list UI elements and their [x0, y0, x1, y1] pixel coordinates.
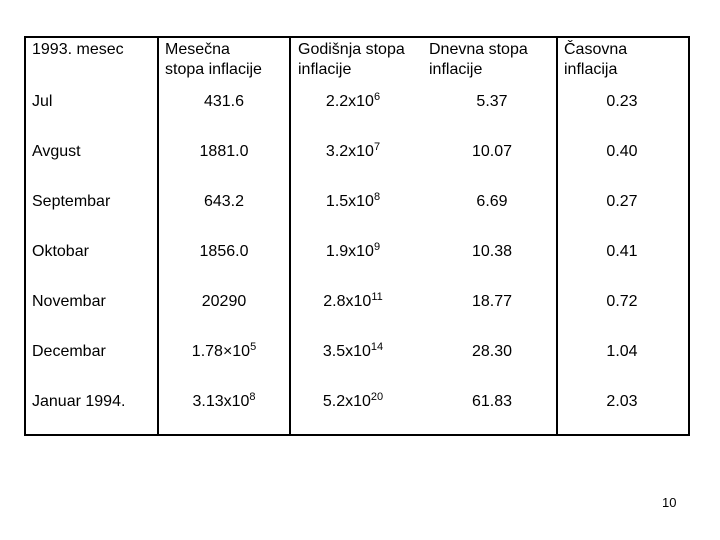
daily-rate-cell: 10.38 [471, 243, 513, 260]
annual-rate-cell: $2.8x10^{11}$ [323, 291, 383, 310]
annual-rate-cell: $3.5x10^{14}$ [322, 341, 384, 360]
monthly-rate-cell: 20290 [201, 293, 247, 310]
header-annual-rate: Godišnja stopa inflacije [298, 41, 405, 78]
annual-rate-cell: $5.2x10^{20}$ [322, 391, 384, 410]
month-cell: Septembar [32, 193, 111, 210]
monthly-rate-cell: 1856.0 [199, 243, 249, 260]
table-row [26, 392, 688, 442]
monthly-rate-cell: $3.13x10^8$ [192, 391, 256, 410]
annual-rate-cell: $1.5x10^8$ [325, 191, 381, 210]
hourly-inflation-cell: 0.41 [606, 243, 638, 260]
header-month: 1993. mesec [32, 41, 124, 58]
daily-rate-cell: 18.77 [471, 293, 513, 310]
daily-rate-cell: 10.07 [471, 143, 513, 160]
month-cell: Oktobar [32, 243, 89, 260]
header-hourly-inflation: Časovna inflacija [564, 41, 628, 78]
hourly-inflation-cell: 0.40 [606, 143, 638, 160]
monthly-rate-cell: 431.6 [203, 93, 245, 110]
hourly-inflation-cell: 0.72 [606, 293, 638, 310]
header-daily-rate: Dnevna stopa inflacije [429, 41, 528, 78]
monthly-rate-cell: 643.2 [203, 193, 245, 210]
hourly-inflation-cell: 0.23 [606, 93, 638, 110]
table-row [26, 142, 688, 192]
table-row [26, 342, 688, 392]
month-cell: Jul [32, 93, 53, 110]
table-row [26, 242, 688, 292]
daily-rate-cell: 28.30 [471, 343, 513, 360]
table-row [26, 292, 688, 342]
hourly-inflation-cell: 0.27 [606, 193, 638, 210]
hourly-inflation-cell: 2.03 [606, 393, 638, 410]
table-row [26, 92, 688, 142]
annual-rate-cell: $1.9x10^9$ [325, 241, 381, 260]
month-cell: Novembar [32, 293, 106, 310]
inflation-table [24, 36, 690, 436]
daily-rate-cell: 5.37 [476, 93, 508, 110]
monthly-rate-cell: 1881.0 [199, 143, 249, 160]
page-number: 10 [662, 495, 677, 510]
daily-rate-cell: 6.69 [476, 193, 508, 210]
hourly-inflation-cell: 1.04 [606, 343, 638, 360]
annual-rate-cell: $3.2x10^7$ [325, 141, 381, 160]
month-cell: Avgust [32, 143, 81, 160]
monthly-rate-cell: $1.78\times 10^5$ [191, 341, 257, 360]
header-monthly-rate: Mesečna stopa inflacije [165, 41, 262, 78]
month-cell: Decembar [32, 343, 106, 360]
month-cell: Januar 1994. [32, 393, 126, 410]
table-row [26, 192, 688, 242]
annual-rate-cell: $2.2x10^6$ [325, 91, 381, 110]
daily-rate-cell: 61.83 [471, 393, 513, 410]
